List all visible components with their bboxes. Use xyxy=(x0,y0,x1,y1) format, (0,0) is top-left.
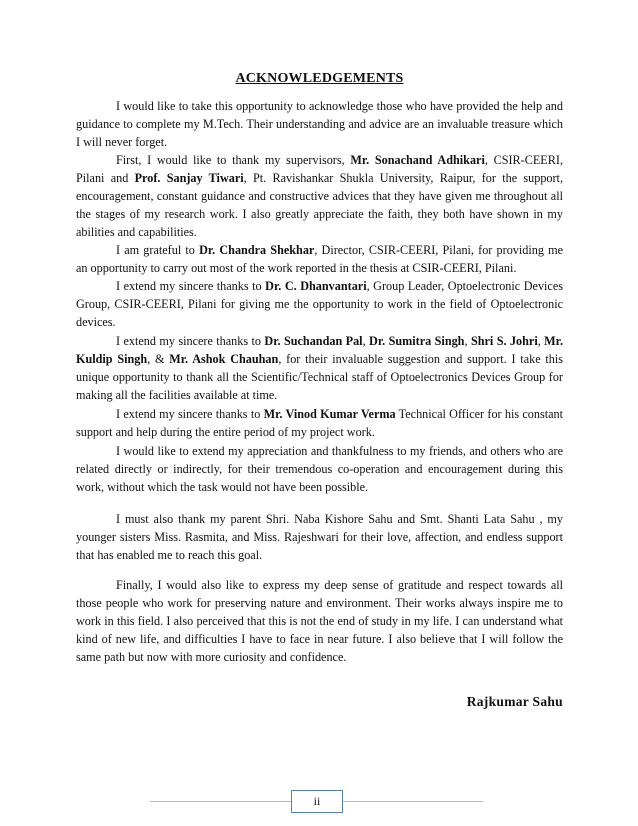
paragraph-text: I would like to extend my appreciation and thankfulness to my friends, and others who are related directly or indirectly, for their tremendous co-operation and encouragement during this work, without which the task would not have been possible. xyxy=(76,444,563,494)
paragraph-text: , xyxy=(464,334,471,348)
page-title: ACKNOWLEDGEMENTS xyxy=(235,71,404,86)
person-name: Dr. Suchandan Pal xyxy=(264,334,363,348)
paragraph-text: I extend my sincere thanks to xyxy=(116,279,266,293)
person-name: Shri S. Johri xyxy=(470,334,538,348)
paragraph-director xyxy=(76,241,563,277)
person-name: Prof. Sanjay Tiwari xyxy=(134,171,244,185)
paragraph-text: , Group Leader, Optoelectronic Devices Group, CSIR-CEERI, Pilani for giving me the opportunity to work in the field of Optoelectronic devices. xyxy=(76,279,563,329)
paragraph-intro xyxy=(76,97,563,151)
paragraph-text: I extend my sincere thanks to xyxy=(116,407,264,421)
paragraph-text: I must also thank my parent Shri. Naba Kishore Sahu and Smt. Shanti Lata Sahu , my younger sisters Miss. Rasmita, and Miss. Rajeshwari for their love, affection, and endless support that has enabled me to reach this goal. xyxy=(76,512,563,562)
paragraph-scientists xyxy=(76,332,563,404)
paragraph-text: I am grateful to xyxy=(116,243,200,257)
paragraph-text: Finally, I would also like to express my deep sense of gratitude and respect towards all those people who work for preserving nature and environment. Their works always inspire me to work in this field. I also perceived that this is not the end of study in my life. I can understand what kind of new life, and difficulties I have to face in near future. I also believe that I will follow the same path but now with more curiosity and confidence. xyxy=(76,578,563,664)
paragraph-supervisors xyxy=(76,151,563,241)
footer-line-right xyxy=(343,801,483,802)
paragraph-group-leader xyxy=(76,277,563,331)
page-number: ii xyxy=(291,790,343,813)
paragraph-text: , xyxy=(362,334,370,348)
paragraph-text: I would like to take this opportunity to acknowledge those who have provided the help and guidance to complete my M.Tech. Their understanding and advice are an invaluable treasure which I will never forget. xyxy=(76,99,563,149)
paragraph-text: First, I would like to thank my supervisors, xyxy=(116,153,351,167)
footer-line-left xyxy=(150,801,291,802)
paragraph-family xyxy=(76,510,563,564)
paragraph-text: , xyxy=(537,334,545,348)
paragraph-technical-officer xyxy=(76,405,563,441)
person-name: Mr. Vinod Kumar Verma xyxy=(263,407,396,421)
paragraph-text: , Pt. Ravishankar Shukla University, Raipur, for the support, encouragement, constant guidance and constructive advices that they have given me throughout all the stages of my research work. I also greatly appreciate the faith, they both have shown in my abilities and capabilities. xyxy=(76,171,563,239)
person-name: Dr. Chandra Shekhar xyxy=(199,243,315,257)
paragraph-gratitude xyxy=(76,576,563,666)
paragraph-text: , & xyxy=(147,352,170,366)
paragraph-text: , for their invaluable suggestion and support. I take this unique opportunity to thank all the Scientific/Technical staff of Optoelectronics Devices Group for making all the facilities available at time. xyxy=(76,352,563,402)
paragraph-text: Technical Officer for his constant support and help during the entire period of my project work. xyxy=(76,407,563,439)
person-name: Dr. C. Dhanvantari xyxy=(265,279,367,293)
paragraph-text: I extend my sincere thanks to xyxy=(116,334,265,348)
person-name: Mr. Sonachand Adhikari xyxy=(350,153,485,167)
person-name: Mr. Kuldip Singh xyxy=(76,334,564,366)
person-name: Dr. Sumitra Singh xyxy=(369,334,465,348)
person-name: Mr. Ashok Chauhan xyxy=(169,352,279,366)
paragraph-text: , CSIR-CEERI, Pilani and xyxy=(76,153,563,185)
paragraph-text: , Director, CSIR-CEERI, Pilani, for providing me an opportunity to carry out most of the work reported in the thesis at CSIR-CEERI, Pilani. xyxy=(76,243,564,275)
signature: Rajkumar Sahu xyxy=(466,694,563,709)
paragraph-friends xyxy=(76,442,563,496)
